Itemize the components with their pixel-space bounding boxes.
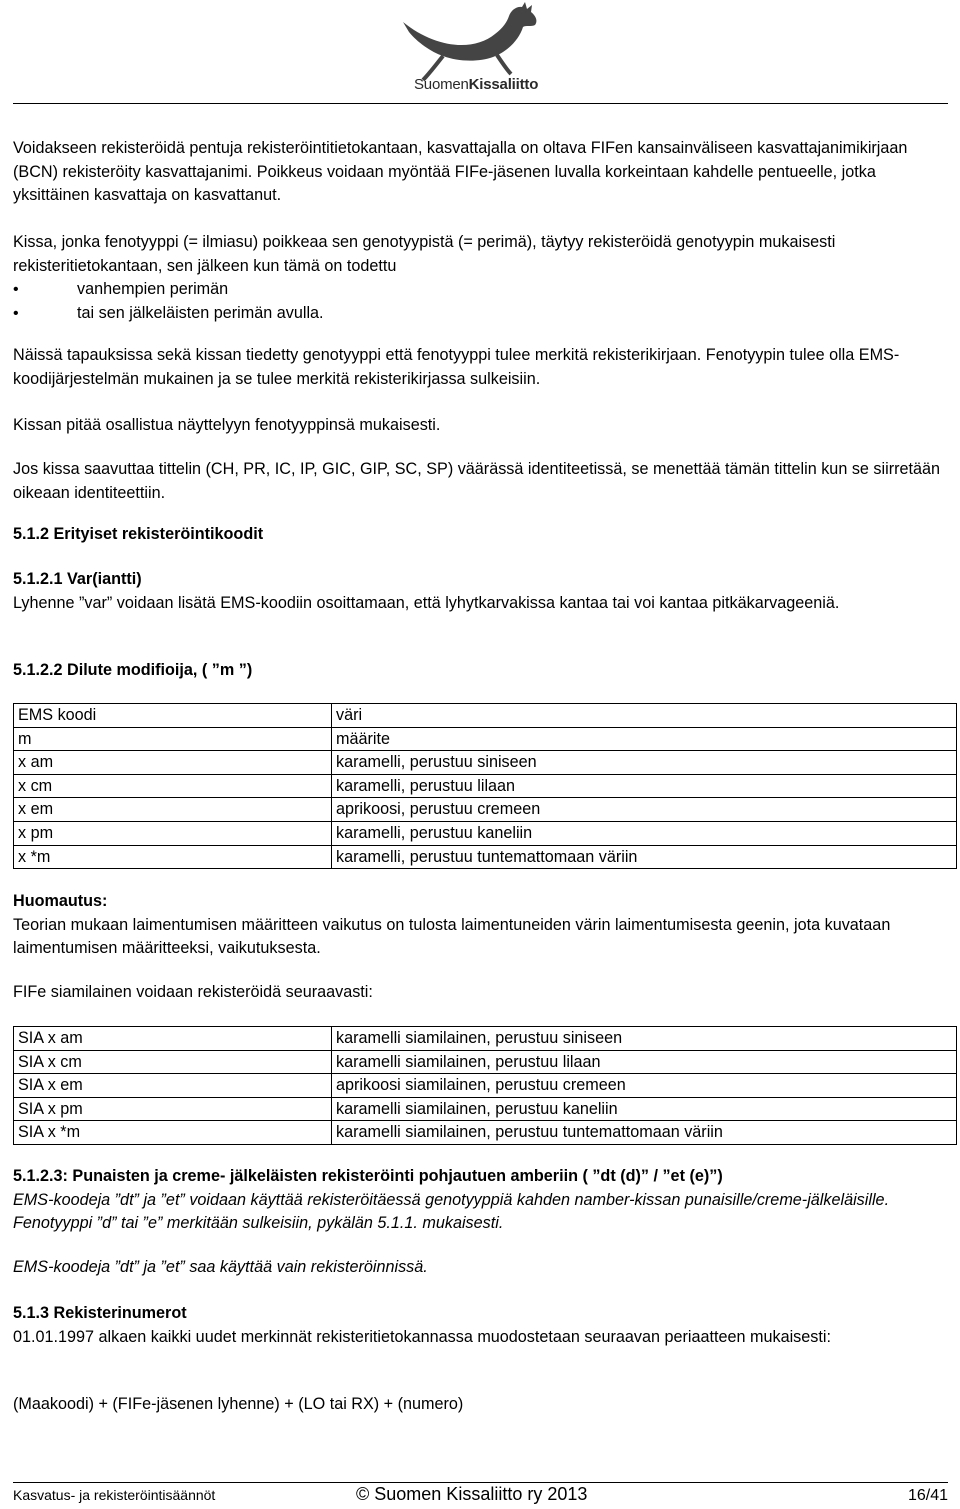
table-row (14, 751, 957, 775)
header-cell: EMS koodi (14, 704, 332, 728)
table-cell: x am (14, 751, 332, 775)
table-cell: karamelli, perustuu siniseen (332, 751, 957, 775)
table-cell: x em (14, 798, 332, 822)
note-block (13, 890, 948, 961)
section-5122 (13, 659, 948, 683)
table-cell: m (14, 727, 332, 751)
table-cell: karamelli siamilainen, perustuu kaneliin (332, 1097, 957, 1121)
section-heading: 5.1.2.3: Punaisten ja creme- jälkeläisten rekisteröinti pohjautuen amberiin ( ”dt (d)” / ”et (e)”) (13, 1167, 723, 1185)
show-paragraph (13, 414, 948, 438)
table-cell: SIA x *m (14, 1121, 332, 1145)
table-cell: aprikoosi, perustuu cremeen (332, 798, 957, 822)
table-row (14, 1097, 957, 1121)
section-5123 (13, 1165, 948, 1236)
table-row (14, 1050, 957, 1074)
siam-intro (13, 981, 948, 1005)
list-item: • vanhempien perimän (13, 278, 948, 302)
footer (13, 1484, 948, 1509)
amber-text: EMS-koodeja ”dt” ja ”et” voidaan käyttää rekisteröitäessä genotyyppiä kahden namber-kissan punaisille/creme-jälkeläisille. Fenotyyppi ”d” tai ”e” merkitään sulkeisiin, pykälän 5.1.1. mukaisesti. (13, 1190, 890, 1232)
table-header-row (14, 704, 957, 728)
regnum-text: 01.01.1997 alkaen kaikki uudet merkinnät rekisteritietokannassa muodostetaan seuraavan periaatteen mukaisesti: (13, 1327, 831, 1346)
section-heading: 5.1.3 Rekisterinumerot (13, 1304, 187, 1322)
table-row (14, 774, 957, 798)
section-heading: 5.1.2 Erityiset rekisteröintikoodit (13, 525, 264, 543)
section-513 (13, 1302, 948, 1349)
footer-doc-title: Kasvatus- ja rekisteröintisäännöt (13, 1487, 216, 1503)
intro-paragraph (13, 137, 948, 208)
table-cell: karamelli, perustuu kaneliin (332, 821, 957, 845)
paragraph-show: Kissan pitää osallistua näyttelyyn fenotyyppinsä mukaisesti. (13, 416, 441, 434)
siam-intro-text: FIFe siamilainen voidaan rekisteröidä seuraavasti: (13, 983, 373, 1001)
table-cell: karamelli siamilainen, perustuu tuntemattomaan väriin (332, 1121, 957, 1145)
note-text: Teorian mukaan laimentumisen määritteen vaikutus on tulosta laimentuneiden värin laimentumisesta geenin, jota kuvataan laimentumisen määritteeksi, vaikutuksesta. (13, 915, 891, 957)
section-5121 (13, 568, 948, 615)
formula-block (13, 1393, 948, 1417)
section-heading: 5.1.2.1 Var(iantti) (13, 570, 142, 588)
genotype-paragraph (13, 231, 948, 325)
paragraph-genotype: Kissa, jonka fenotyyppi (= ilmiasu) poikkeaa sen genotyypistä (= perimä), täytyy rekisteröidä genotyypin mukaisesti rekisteritietokantaan, sen jälkeen kun tämä on todettu (13, 233, 836, 275)
table-row (14, 1074, 957, 1098)
regnum-formula: (Maakoodi) + (FIFe-jäsenen lyhenne) + (LO tai RX) + (numero) (13, 1395, 464, 1413)
amber-note-text: EMS-koodeja ”dt” ja ”et” saa käyttää vain rekisteröinnissä. (13, 1258, 428, 1276)
table-row (14, 1027, 957, 1051)
table-cell: SIA x cm (14, 1050, 332, 1074)
paragraph-bcn: Voidakseen rekisteröidä pentuja rekisteröintitietokantaan, kasvattajalla on oltava FIFen kansainväliseen kasvattajanimikirjaan (BCN) rekisteröity kasvattajanimi. Poikkeus voidaan myöntää FIFe-jäsenen luvalla korkeintaan kahdelle pentueelle, jotka yksittäinen kasvattaja on kasvattanut. (13, 139, 908, 204)
paragraph-title: Jos kissa saavuttaa tittelin (CH, PR, IC, IP, GIC, GIP, SC, SP) väärässä identiteetissä, se menettää tämän tittelin kun se siirretään oikeaan identiteettiin. (13, 460, 940, 502)
dilute-table (13, 703, 957, 869)
header-cell: väri (332, 704, 957, 728)
siam-table-wrap (13, 1026, 948, 1145)
table-cell: x cm (14, 774, 332, 798)
footer-divider (13, 1482, 948, 1483)
siam-table (13, 1026, 957, 1145)
section-heading: 5.1.2.2 Dilute modifioija, ( ”m ”) (13, 661, 253, 679)
table-cell: määrite (332, 727, 957, 751)
dilute-table-wrap (13, 703, 948, 869)
phenotype-paragraph (13, 344, 948, 391)
table-cell: karamelli, perustuu tuntemattomaan väriin (332, 845, 957, 869)
table-cell: SIA x pm (14, 1097, 332, 1121)
table-row (14, 1121, 957, 1145)
table-cell: karamelli siamilainen, perustuu siniseen (332, 1027, 957, 1051)
amber-note (13, 1256, 948, 1280)
note-label: Huomautus: (13, 892, 108, 910)
table-cell: SIA x em (14, 1074, 332, 1098)
table-cell: SIA x am (14, 1027, 332, 1051)
table-cell: karamelli, perustuu lilaan (332, 774, 957, 798)
title-paragraph (13, 458, 948, 505)
table-cell: x *m (14, 845, 332, 869)
table-row (14, 798, 957, 822)
section-512 (13, 523, 948, 547)
list-item: • tai sen jälkeläisten perimän avulla. (13, 302, 948, 326)
bullet-list (13, 278, 948, 325)
table-cell: x pm (14, 821, 332, 845)
page-number: 16/41 (907, 1487, 948, 1504)
var-text: Lyhenne ”var” voidaan lisätä EMS-koodiin osoittamaan, että lyhytkarvakissa kantaa tai voi kantaa pitkäkarvageeniä. (13, 593, 840, 612)
table-row (14, 845, 957, 869)
paragraph-phenotype: Näissä tapauksissa sekä kissan tiedetty genotyyppi että fenotyyppi tulee merkitä rekisterikirjaan. Fenotyypin tulee olla EMS-koodijärjestelmän mukainen ja se tulee merkitä rekisterikirjassa sulkeisiin. (13, 346, 900, 388)
footer-copyright: © Suomen Kissaliitto ry 2013 (356, 1484, 588, 1504)
logo-text: SuomenKissaliitto (414, 76, 539, 93)
table-row (14, 727, 957, 751)
table-cell: aprikoosi siamilainen, perustuu cremeen (332, 1074, 957, 1098)
table-row (14, 821, 957, 845)
table-cell: karamelli siamilainen, perustuu lilaan (332, 1050, 957, 1074)
header-divider (13, 103, 948, 104)
